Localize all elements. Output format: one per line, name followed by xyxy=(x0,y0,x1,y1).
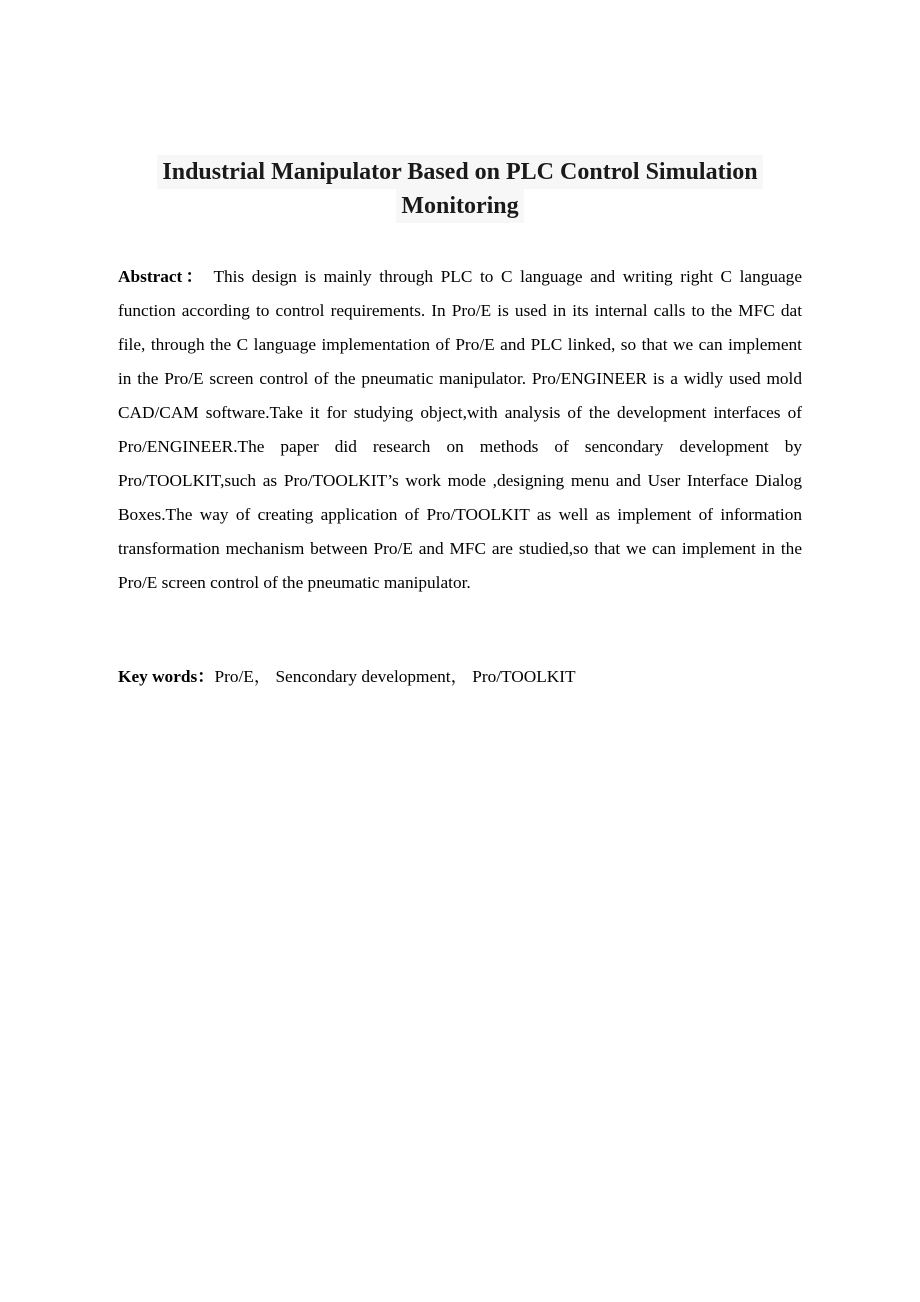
keywords-text: Pro/E， Sencondary development， Pro/TOOLKIT xyxy=(214,667,576,686)
abstract-text: This design is mainly through PLC to C language and writing right C language function according to control requirements. In Pro/E is used in its internal calls to the MFC dat file, through the C language implementation of Pro/E and PLC linked, so that we can implement in the Pro/E screen control of the pneumatic manipulator. Pro/ENGINEER is a widly used mold CAD/CAM software.Take it for studying object,with analysis of the development interfaces of Pro/ENGINEER.The paper did research on methods of sencondary development by Pro/TOOLKIT,such as Pro/TOOLKIT’s work mode ,designing menu and User Interface Dialog Boxes.The way of creating application of Pro/TOOLKIT as well as implement of information transformation mechanism between Pro/E and MFC are studied,so that we can implement in the Pro/E screen control of the pneumatic manipulator. xyxy=(118,267,802,592)
abstract-label: Abstract： xyxy=(118,267,207,286)
title-line-2: Monitoring xyxy=(396,189,523,223)
abstract-paragraph xyxy=(118,260,802,600)
title-line-1: Industrial Manipulator Based on PLC Control Simulation xyxy=(157,155,762,189)
keywords-line xyxy=(118,660,802,694)
keywords-label: Key words： xyxy=(118,667,215,686)
paper-title xyxy=(0,155,920,223)
